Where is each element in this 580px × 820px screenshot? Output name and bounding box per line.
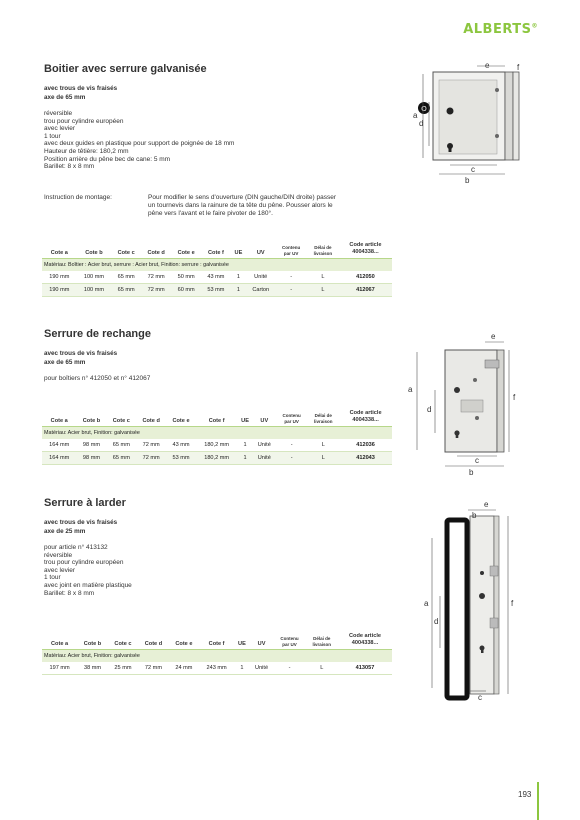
col-header: Code article 4004338...: [339, 242, 392, 259]
col-header: Contenu par UV: [275, 242, 307, 259]
section-serrure-rechange: [44, 328, 394, 383]
svg-text:f: f: [513, 393, 516, 402]
col-header: UV: [250, 633, 274, 650]
section-title: Boitier avec serrure galvanisée: [44, 63, 207, 75]
svg-text:a: a: [413, 111, 418, 120]
svg-text:f: f: [517, 63, 520, 72]
body-line: 1 tour: [44, 132, 61, 140]
svg-text:e: e: [491, 332, 496, 341]
col-header: Code article 4004338...: [339, 410, 392, 427]
spec-table: [42, 242, 392, 297]
col-header: Cote d: [141, 242, 171, 259]
material-row: Matériau: Acier brut, Finition: galvanisée: [42, 427, 392, 440]
col-header: Cote e: [166, 410, 196, 427]
svg-text:e: e: [484, 500, 489, 509]
col-header: UV: [246, 242, 275, 259]
subtitle-line: avec trous de vis fraisés: [44, 519, 118, 526]
section-serrure-larder: [44, 497, 394, 597]
page-number: 193: [518, 790, 532, 799]
lock-case-diagram: [405, 62, 540, 187]
svg-text:d: d: [427, 405, 432, 414]
body-line: avec joint en matière plastique: [44, 581, 132, 589]
col-header: Cote a: [42, 410, 76, 427]
subtitle-line: avec trous de vis fraisés: [44, 85, 118, 92]
subtitle-line: avec trous de vis fraisés: [44, 350, 118, 357]
col-header: Cote e: [171, 242, 201, 259]
body-line: Hauteur de têtière: 180,2 mm: [44, 147, 129, 155]
col-header: Cote b: [77, 242, 112, 259]
spec-table: [42, 410, 392, 465]
table-row: 164 mm 98 mm 65 mm 72 mm 43 mm 180,2 mm 1 Unité - L 412036: [42, 439, 392, 452]
col-header: Cote a: [42, 633, 77, 650]
table-row: 197 mm 38 mm 25 mm 72 mm 24 mm 243 mm 1 Unité - L 413057: [42, 662, 392, 675]
body-line: avec deux guides en plastique pour support de poignée de 18 mm: [44, 140, 235, 148]
section-title: Serrure à larder: [44, 497, 126, 509]
svg-text:c: c: [471, 165, 475, 174]
body-line: Position arrière du pêne bec de cane: 5 mm: [44, 155, 171, 163]
col-header: Délai de livraison: [307, 242, 339, 259]
body-line: trou pour cylindre européen: [44, 117, 124, 125]
col-header: Cote f: [199, 633, 234, 650]
col-header: Cote f: [196, 410, 238, 427]
svg-text:d: d: [419, 119, 424, 128]
col-header: Cote d: [136, 410, 166, 427]
col-header: Délai de livraison: [306, 633, 338, 650]
material-row: Matériau: Acier brut, Finition: galvanisée: [42, 650, 392, 663]
col-header: Cote d: [138, 633, 169, 650]
svg-text:b: b: [469, 468, 474, 477]
svg-text:a: a: [424, 599, 429, 608]
svg-text:O: O: [421, 106, 427, 113]
svg-text:c: c: [475, 456, 479, 465]
body-line: avec levier: [44, 125, 76, 133]
material-row: Matériau: Boîtier : Acier brut, serrure : Acier brut, Finition: serrure : galvanisée: [42, 259, 392, 272]
col-header: UV: [253, 410, 276, 427]
section-title: Serrure de rechange: [44, 328, 151, 340]
body-line: 1 tour: [44, 574, 61, 582]
replacement-lock-diagram: [405, 330, 540, 480]
svg-text:a: a: [408, 385, 413, 394]
svg-text:c: c: [478, 693, 482, 702]
col-header: Cote b: [77, 633, 108, 650]
body-line: avec levier: [44, 566, 76, 574]
body-line: réversible: [44, 551, 73, 559]
body-line: trou pour cylindre européen: [44, 559, 124, 567]
col-header: UE: [237, 410, 252, 427]
col-header: Cote b: [76, 410, 106, 427]
section-boitier: [44, 63, 394, 171]
col-header: Contenu par UV: [273, 633, 305, 650]
col-header: Cote a: [42, 242, 77, 259]
body-line: Barillet: 8 x 8 mm: [44, 163, 95, 171]
spec-table: [42, 633, 392, 675]
col-header: Cote c: [108, 633, 138, 650]
svg-text:b: b: [472, 511, 477, 520]
brand-logo: ALBERTS®: [463, 22, 538, 37]
body-line: réversible: [44, 110, 73, 117]
subtitle-line: axe de 25 mm: [44, 528, 86, 535]
col-header: Cote c: [107, 410, 137, 427]
col-header: Cote e: [169, 633, 199, 650]
mortise-lock-diagram: [410, 498, 540, 703]
table-row: 190 mm 100 mm 65 mm 72 mm 50 mm 43 mm 1 Unité - L 412050: [42, 271, 392, 284]
body-line: Barillet: 8 x 8 mm: [44, 589, 95, 597]
body-line: pour boîtiers n° 412050 et n° 412067: [44, 375, 151, 382]
col-header: Délai de livraison: [307, 410, 339, 427]
svg-text:f: f: [511, 599, 514, 608]
table-row: 164 mm 98 mm 65 mm 72 mm 53 mm 180,2 mm 1 Unité - L 412043: [42, 452, 392, 465]
subtitle-line: axe de 65 mm: [44, 359, 86, 366]
col-header: UE: [231, 242, 246, 259]
instruction-text: Pour modifier le sens d'ouverture (DIN gauche/DIN droite) passer un tournevis dans la rainure de ta tête du pêne. Pousser alors le pêne vers l'avant et le faire pivoter de 180°.: [148, 194, 337, 217]
col-header: Code article 4004338...: [338, 633, 392, 650]
col-header: Cote f: [201, 242, 231, 259]
svg-text:e: e: [485, 62, 490, 70]
svg-text:d: d: [434, 617, 439, 626]
subtitle-line: axe de 65 mm: [44, 94, 86, 101]
col-header: UE: [234, 633, 249, 650]
svg-text:b: b: [465, 176, 470, 185]
col-header: Cote c: [111, 242, 141, 259]
col-header: Contenu par UV: [276, 410, 307, 427]
table-row: 190 mm 100 mm 65 mm 72 mm 60 mm 53 mm 1 Carton - L 412067: [42, 284, 392, 297]
page-accent-bar: [537, 782, 539, 820]
instruction-label: Instruction de montage:: [44, 194, 112, 201]
body-line: pour article n° 413132: [44, 544, 108, 551]
